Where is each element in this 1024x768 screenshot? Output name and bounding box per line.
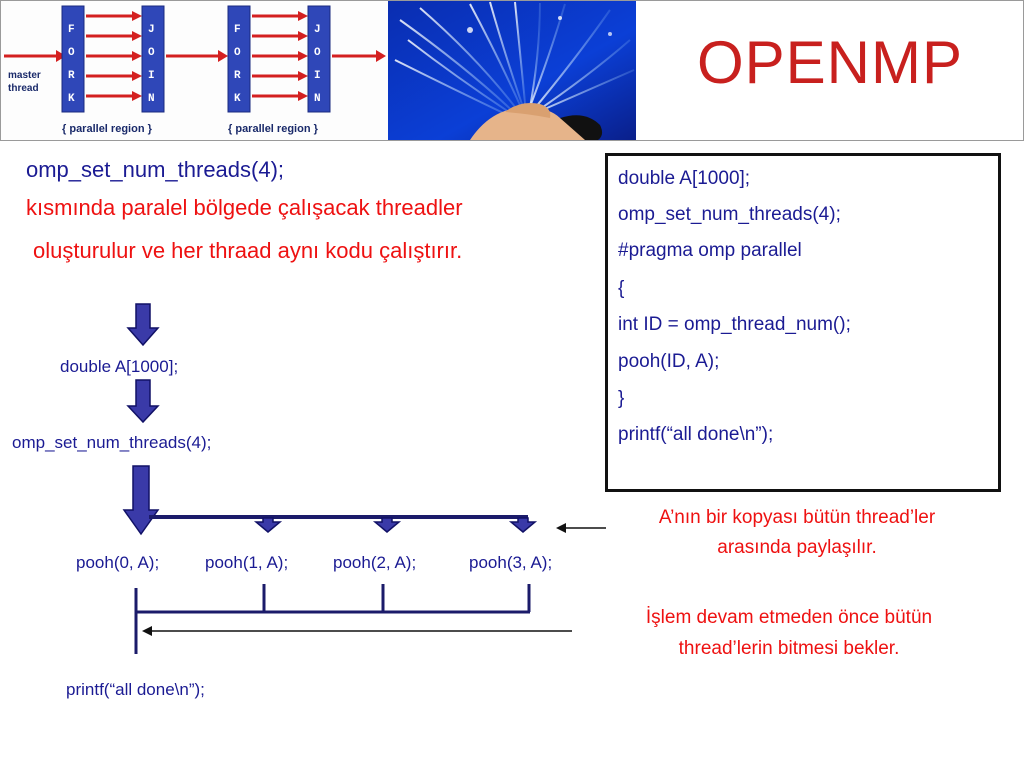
wait-note-line-1: İşlem devam etmeden önce bütün: [645, 607, 933, 628]
flow-call-label: pooh(1, A);: [205, 553, 289, 572]
fork-letter: R: [234, 70, 241, 82]
code-line: int ID = omp_thread_num();: [618, 314, 851, 335]
flow-call-label: pooh(2, A);: [333, 553, 417, 572]
thread-arrow: [511, 518, 535, 532]
copy-note-line-1: A’nın bir kopyası bütün thread’ler: [658, 507, 936, 528]
flow-decl-label: double A[1000];: [60, 357, 179, 376]
flow-set-threads-label: omp_set_num_threads(4);: [12, 433, 212, 452]
fork-letter: F: [234, 24, 241, 36]
fork-letter: O: [234, 47, 241, 59]
flow-call-label: pooh(3, A);: [469, 553, 553, 572]
header-banner: [0, 0, 1024, 141]
join-letter: O: [148, 47, 155, 59]
fork-letter: R: [68, 70, 75, 82]
page-title: OPENMP: [696, 29, 964, 96]
parallel-region-label: { parallel region }: [62, 123, 152, 135]
code-line: {: [618, 278, 625, 299]
code-line: printf(“all done\n”);: [618, 424, 774, 445]
code-line: }: [618, 388, 625, 409]
intro-code-line: omp_set_num_threads(4);: [26, 157, 285, 182]
fork-letter: K: [234, 93, 241, 105]
note-pointer-arrowhead: [556, 523, 566, 533]
thread-arrow: [256, 518, 280, 532]
join-letter: N: [148, 93, 155, 105]
flow-down-arrow: [128, 304, 158, 345]
wait-arrowhead: [142, 626, 152, 636]
join-letter: I: [148, 70, 155, 82]
join-letter: O: [314, 47, 321, 59]
code-line: pooh(ID, A);: [618, 351, 720, 372]
wait-note-line-2: thread’lerin bitmesi bekler.: [678, 638, 900, 659]
code-line: omp_set_num_threads(4);: [618, 204, 841, 225]
copy-note-line-2: arasında paylaşılır.: [717, 537, 877, 558]
intro-text-line-2: oluşturulur ve her thraad aynı kodu çalıştırır.: [33, 238, 463, 263]
fork-letter: O: [68, 47, 75, 59]
fork-letter: F: [68, 24, 75, 36]
parallel-region-label: { parallel region }: [228, 123, 318, 135]
master-thread-label-2: thread: [8, 83, 39, 94]
intro-text-line-1: kısmında paralel bölgede çalışacak threadler: [26, 195, 463, 220]
join-letter: J: [314, 24, 321, 36]
join-letter: N: [314, 93, 321, 105]
code-line: #pragma omp parallel: [618, 240, 802, 261]
join-letter: J: [148, 24, 155, 36]
flow-call-label: pooh(0, A);: [76, 553, 160, 572]
flow-final-label: printf(“all done\n”);: [66, 680, 205, 699]
flow-down-arrow: [128, 380, 158, 422]
fork-letter: K: [68, 93, 75, 105]
join-letter: I: [314, 70, 321, 82]
master-thread-label-1: master: [8, 70, 41, 81]
fork-arrow: [124, 466, 158, 534]
code-line: double A[1000];: [618, 168, 751, 189]
thread-arrow: [375, 518, 399, 532]
